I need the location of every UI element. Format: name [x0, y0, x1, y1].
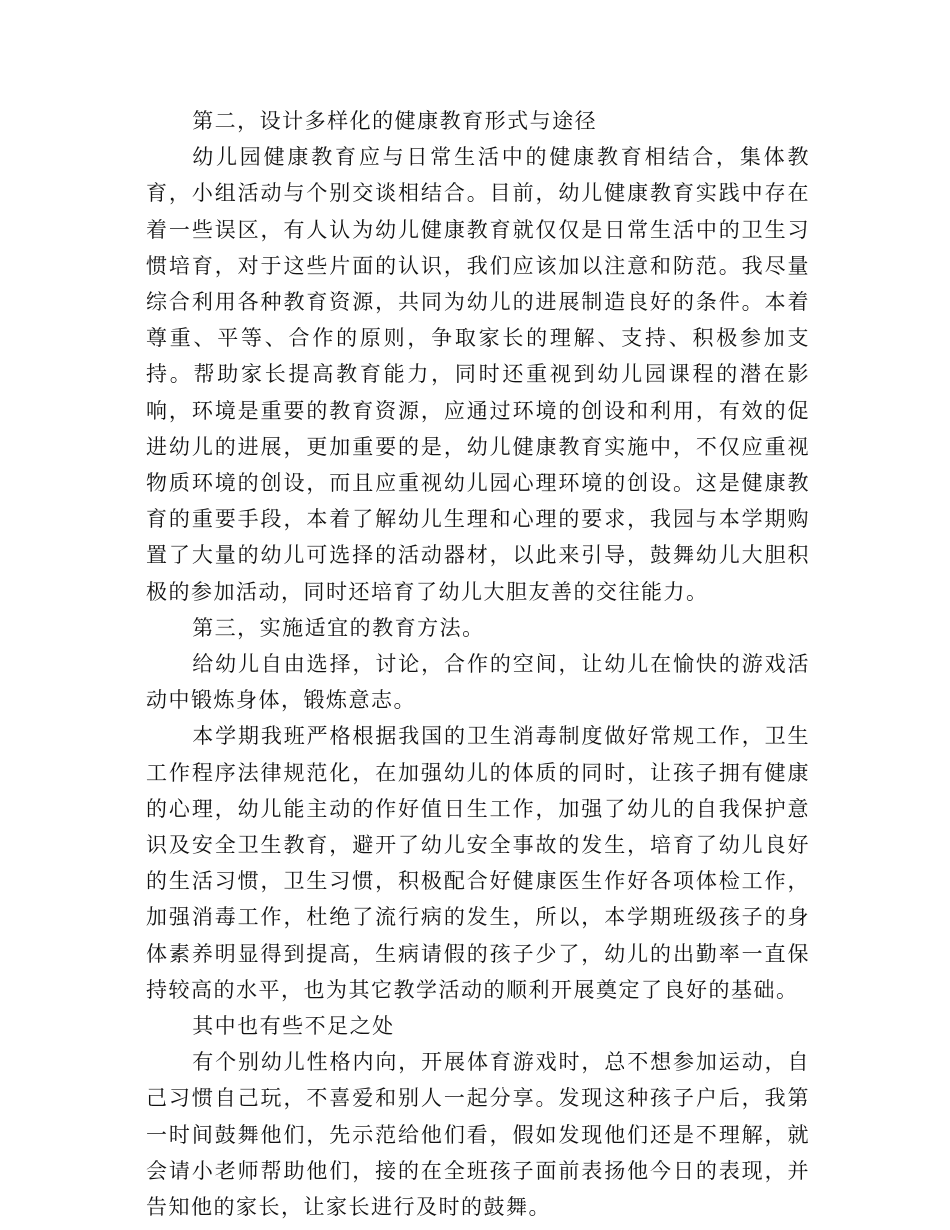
body-paragraph: 本学期我班严格根据我国的卫生消毒制度做好常规工作，卫生工作程序法律规范化，在加强幼儿的体质的同时，让孩子拥有健康的心理，幼儿能主动的作好值日生工作，加强了幼儿的自我保护意识及安全卫生教育，避开了幼儿安全事故的发生，培育了幼儿良好的生活习惯，卫生习惯，积极配合好健康医生作好各项体检工作，加强消毒工作，杜绝了流行病的发生，所以，本学期班级孩子的身体素养明显得到提高，生病请假的孩子少了，幼儿的出勤率一直保持较高的水平，也为其它教学活动的顺利开展奠定了良好的基础。 — [146, 724, 810, 1002]
document-body — [146, 103, 810, 1225]
body-paragraph: 幼儿园健康教育应与日常生活中的健康教育相结合，集体教育，小组活动与个别交谈相结合。目前，幼儿健康教育实践中存在着一些误区，有人认为幼儿健康教育就仅仅是日常生活中的卫生习惯培育，对于这些片面的认识，我们应该加以注意和防范。我尽量综合利用各种教育资源，共同为幼儿的进展制造良好的条件。本着尊重、平等、合作的原则，争取家长的理解、支持、积极参加支持。帮助家长提高教育能力，同时还重视到幼儿园课程的潜在影响，环境是重要的教育资源，应通过环境的创设和利用，有效的促进幼儿的进展，更加重要的是，幼儿健康教育实施中，不仅应重视物质环境的创设，而且应重视幼儿园心理环境的创设。这是健康教育的重要手段，本着了解幼儿生理和心理的要求，我园与本学期购置了大量的幼儿可选择的活动器材，以此来引导，鼓舞幼儿大胆积极的参加活动，同时还培育了幼儿大胆友善的交往能力。 — [146, 145, 810, 604]
body-paragraph: 给幼儿自由选择，讨论，合作的空间，让幼儿在愉快的游戏活动中锻炼身体，锻炼意志。 — [146, 652, 810, 713]
body-paragraph: 有个别幼儿性格内向，开展体育游戏时，总不想参加运动，自己习惯自己玩，不喜爱和别人一起分享。发现这种孩子户后，我第一时间鼓舞他们，先示范给他们看，假如发现他们还是不理解，就会请小老师帮助他们，接的在全班孩子面前表扬他今日的表现，并告知他的家长，让家长进行及时的鼓舞。 — [146, 1050, 810, 1220]
section-heading-shortcomings: 其中也有些不足之处 — [192, 1014, 395, 1039]
section-heading-second: 第二，设计多样化的健康教育形式与途径 — [192, 109, 598, 133]
section-heading-third: 第三，实施适宜的教育方法。 — [192, 615, 485, 640]
